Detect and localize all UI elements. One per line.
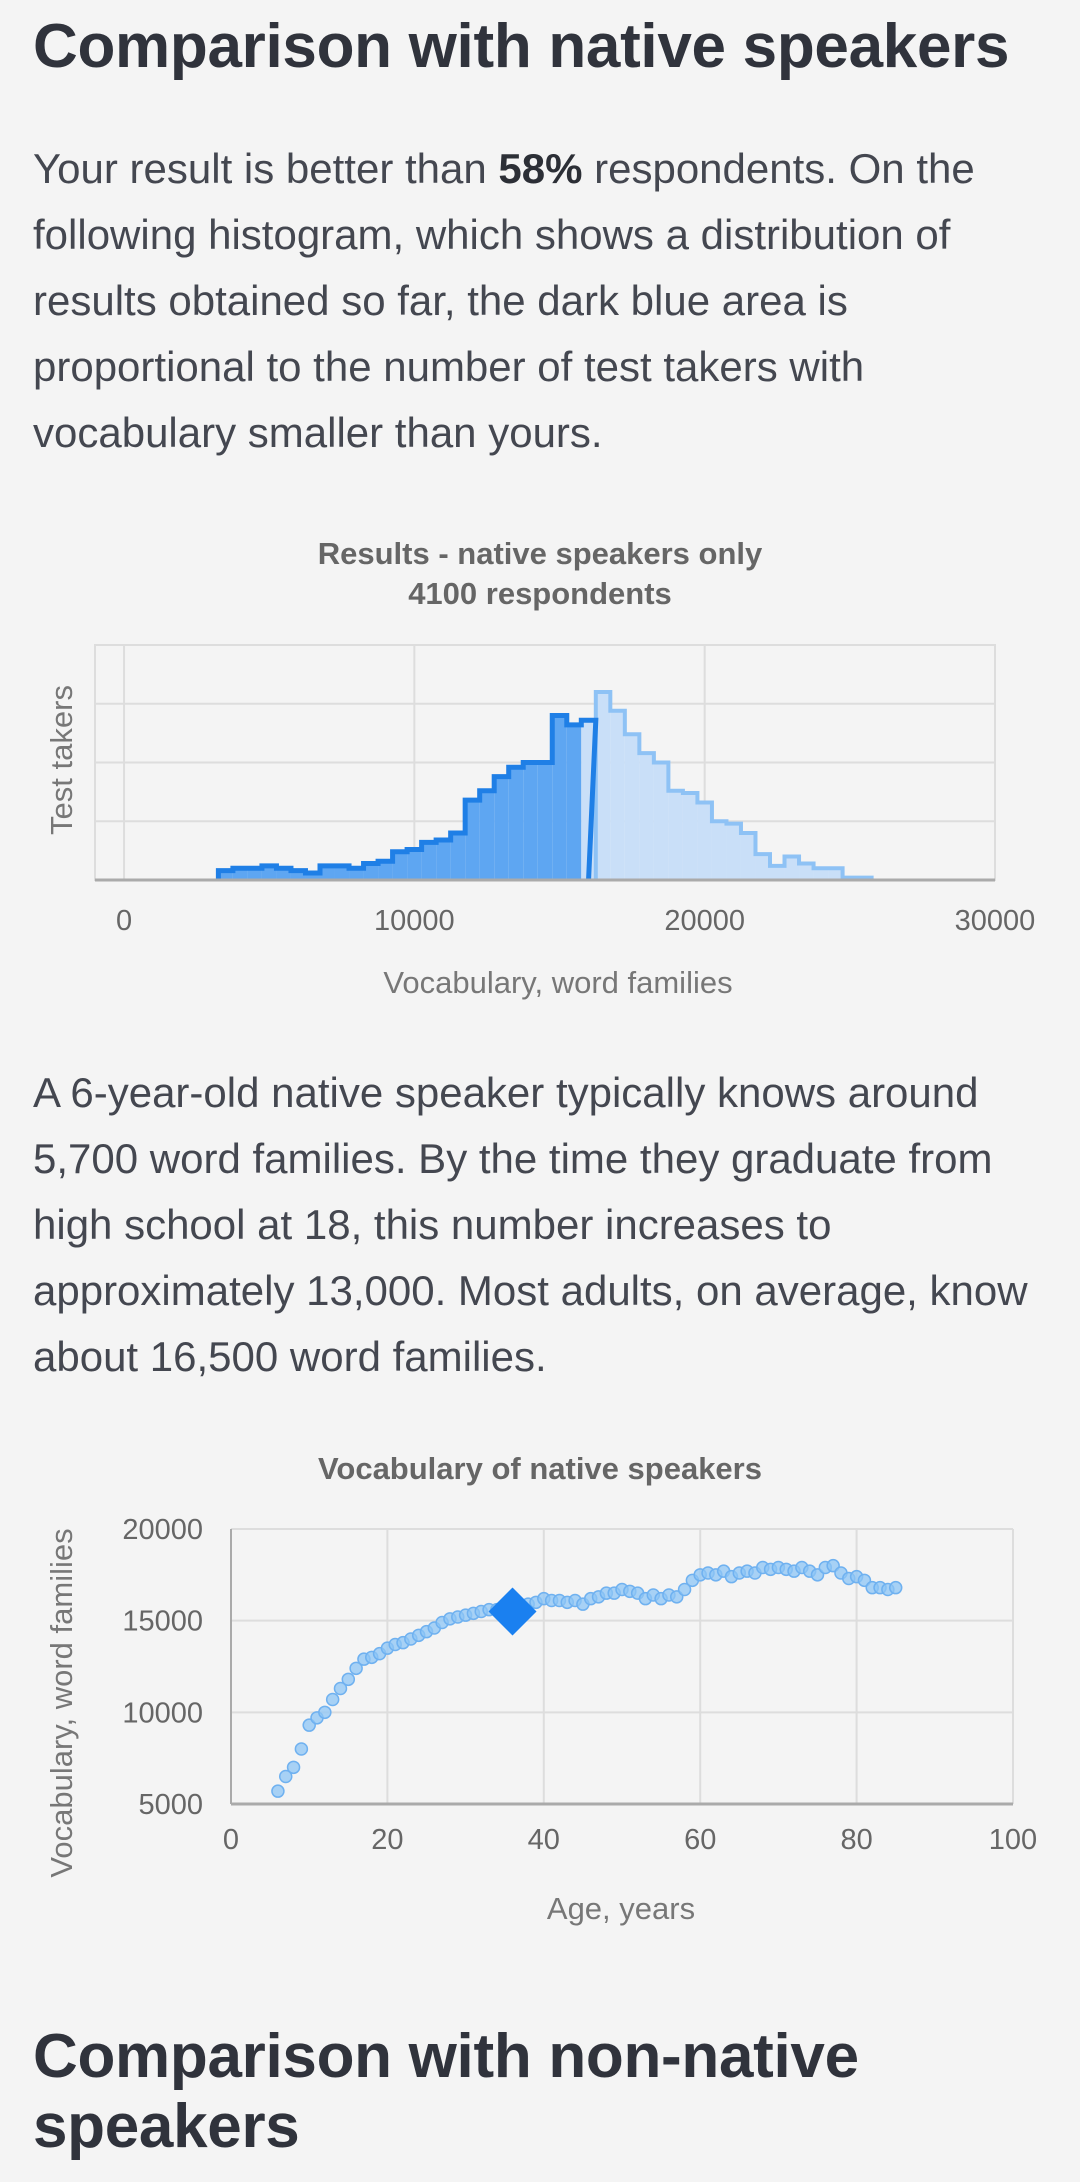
scatter-point (327, 1694, 339, 1706)
histogram-bar (726, 824, 741, 880)
vocabulary-age-scatter (0, 1440, 1080, 1940)
histogram-bar (654, 763, 669, 881)
intro-text-before: Your result is better than (33, 145, 499, 192)
scatter-point (890, 1582, 902, 1594)
histogram-bar (480, 791, 495, 880)
scatter-point (288, 1761, 300, 1773)
histogram-bar (610, 711, 625, 880)
histogram-y-axis-label: Test takers (44, 685, 79, 835)
scatter-x-tick: 60 (684, 1824, 717, 1856)
histogram-x-axis-label: Vocabulary, word families (383, 965, 733, 1000)
growth-paragraph: A 6-year-old native speaker typically knows around 5,700 word families. By the time they graduate from high school at 18, this number increases to approximately 13,000. Most adults, on average, know about 16,500 word families. (33, 1069, 1028, 1380)
scatter-point (319, 1706, 331, 1718)
histogram-bar (639, 753, 654, 880)
scatter-y-axis-label: Vocabulary, word families (44, 1528, 79, 1878)
scatter-point (295, 1743, 307, 1755)
scatter-title: Vocabulary of native speakers (318, 1451, 762, 1486)
scatter-x-tick: 40 (527, 1824, 560, 1856)
histogram-bar (770, 866, 785, 880)
scatter-x-tick: 0 (222, 1824, 240, 1856)
native-section-heading: Comparison with native speakers (33, 12, 1010, 81)
histogram-x-tick: 30000 (954, 905, 1036, 937)
scatter-y-tick: 20000 (122, 1514, 203, 1546)
scatter-point (342, 1673, 354, 1685)
user-result-marker (489, 1588, 537, 1636)
histogram-bar (668, 791, 683, 880)
scatter-y-tick: 10000 (122, 1697, 203, 1730)
native-intro-paragraph (33, 136, 1043, 466)
histogram-bar (523, 763, 538, 881)
histogram-bar (683, 793, 698, 880)
intro-text-after: respondents. On the following histogram, which shows a distribution of results obtained so far, the dark blue area is proportional to the number of test takers with vocabulary smaller than yours. (33, 145, 975, 456)
native-histogram (0, 520, 1080, 1010)
histogram-x-tick: 0 (115, 905, 133, 937)
histogram-bar (755, 854, 770, 880)
scatter-y-tick: 5000 (138, 1789, 203, 1821)
histogram-bar (436, 840, 451, 880)
histogram-x-tick: 20000 (664, 905, 746, 937)
histogram-x-tick: 10000 (374, 905, 455, 937)
non-native-section-heading: Comparison with non-native speakers (33, 2022, 859, 2161)
percent-better: 58% (498, 145, 583, 192)
histogram-bar (741, 833, 756, 880)
histogram-subtitle: 4100 respondents (408, 576, 672, 611)
histogram-bar (538, 763, 553, 881)
histogram-bar (799, 864, 814, 880)
histogram-title: Results - native speakers only (317, 536, 763, 571)
histogram-bar (567, 725, 582, 880)
histogram-bar (625, 734, 640, 880)
scatter-point (272, 1785, 284, 1797)
histogram-bar (785, 857, 800, 881)
scatter-y-tick: 15000 (122, 1605, 203, 1638)
scatter-x-tick: 100 (988, 1824, 1038, 1856)
histogram-bar (509, 767, 524, 880)
scatter-x-tick: 80 (840, 1824, 873, 1856)
scatter-x-tick: 20 (371, 1824, 404, 1856)
scatter-x-axis-label: Age, years (546, 1891, 696, 1926)
histogram-bar (712, 821, 727, 880)
histogram-bar (697, 802, 712, 880)
